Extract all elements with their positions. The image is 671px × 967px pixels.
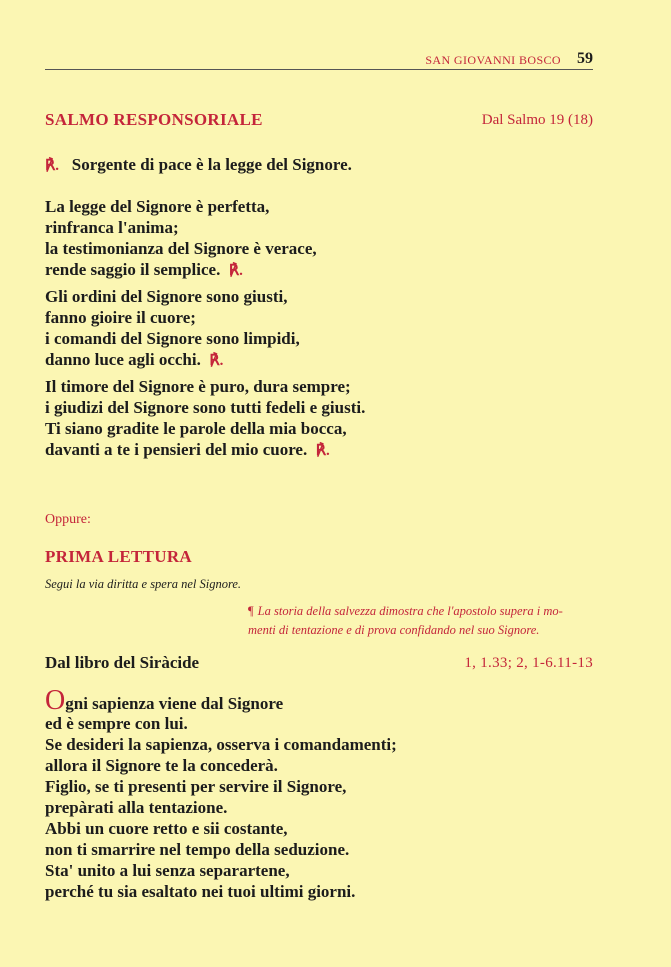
reading-line: perché tu sia esaltato nei tuoi ultimi giorni. bbox=[45, 882, 356, 901]
psalm-title: SALMO RESPONSORIALE bbox=[45, 110, 263, 129]
book-title: Dal libro del Siràcide bbox=[45, 653, 200, 672]
stanza-line: davanti a te i pensieri del mio cuore. bbox=[45, 440, 308, 459]
stanza-line: La legge del Signore è perfetta, bbox=[45, 197, 270, 216]
reading-line: Sta' unito a lui senza separartene, bbox=[45, 861, 290, 880]
pilcrow-icon: ¶ bbox=[248, 604, 254, 618]
reading-summary bbox=[248, 602, 593, 640]
summary-line: menti di tentazione e di prova confidando nel suo Signore. bbox=[248, 623, 540, 637]
reading-line: allora il Signore te la concederà. bbox=[45, 756, 278, 775]
stanza-line: i giudizi del Signore sono tutti fedeli e giusti. bbox=[45, 398, 366, 417]
running-title: SAN GIOVANNI BOSCO bbox=[425, 53, 561, 67]
stanza-line-with-response bbox=[45, 440, 330, 460]
stanza-line-with-response bbox=[45, 260, 243, 280]
reading-first-line bbox=[45, 685, 284, 716]
page-number: 59 bbox=[577, 50, 593, 67]
stanza-line: Ti siano gradite le parole della mia bocca, bbox=[45, 419, 347, 438]
psalm-refrain bbox=[45, 155, 352, 175]
summary-line: ¶ La storia della salvezza dimostra che l'apostolo supera i mo- bbox=[248, 604, 563, 618]
reading-line: Figlio, se ti presenti per servire il Signore, bbox=[45, 777, 347, 796]
book-reference: 1, 1.33; 2, 1-6.11-13 bbox=[464, 655, 593, 671]
response-symbol: ℟. bbox=[315, 443, 330, 459]
stanza-line: la testimonianza del Signore è verace, bbox=[45, 239, 317, 258]
reading-title: PRIMA LETTURA bbox=[45, 547, 192, 566]
stanza-line: Gli ordini del Signore sono giusti, bbox=[45, 287, 288, 306]
reading-line: prepàrati alla tentazione. bbox=[45, 798, 228, 817]
reading-motto: Segui la via diritta e spera nel Signore. bbox=[45, 577, 242, 591]
stanza-line: danno luce agli occhi. bbox=[45, 350, 201, 369]
response-symbol: ℟. bbox=[228, 263, 243, 279]
running-header bbox=[45, 50, 595, 68]
stanza-line: rinfranca l'anima; bbox=[45, 218, 179, 237]
stanza-line: i comandi del Signore sono limpidi, bbox=[45, 329, 300, 348]
reading-line: gni sapienza viene dal Signore bbox=[65, 694, 284, 713]
stanza-line-with-response bbox=[45, 350, 223, 370]
reading-line: non ti smarrire nel tempo della seduzione. bbox=[45, 840, 350, 859]
reading-line: Abbi un cuore retto e sii costante, bbox=[45, 819, 288, 838]
reading-line: Se desideri la sapienza, osserva i comandamenti; bbox=[45, 735, 397, 754]
stanza-line: rende saggio il semplice. bbox=[45, 260, 221, 279]
stanza-line: fanno gioire il cuore; bbox=[45, 308, 196, 327]
header-rule bbox=[45, 69, 593, 70]
response-symbol: ℟. bbox=[45, 158, 60, 174]
response-symbol: ℟. bbox=[209, 353, 224, 369]
refrain-text: Sorgente di pace è la legge del Signore. bbox=[71, 155, 352, 174]
stanza-line: Il timore del Signore è puro, dura sempre; bbox=[45, 377, 351, 396]
psalm-reference: Dal Salmo 19 (18) bbox=[481, 112, 593, 128]
drop-cap: O bbox=[45, 685, 66, 716]
alternative-label: Oppure: bbox=[45, 512, 91, 527]
reading-line: ed è sempre con lui. bbox=[45, 714, 188, 733]
